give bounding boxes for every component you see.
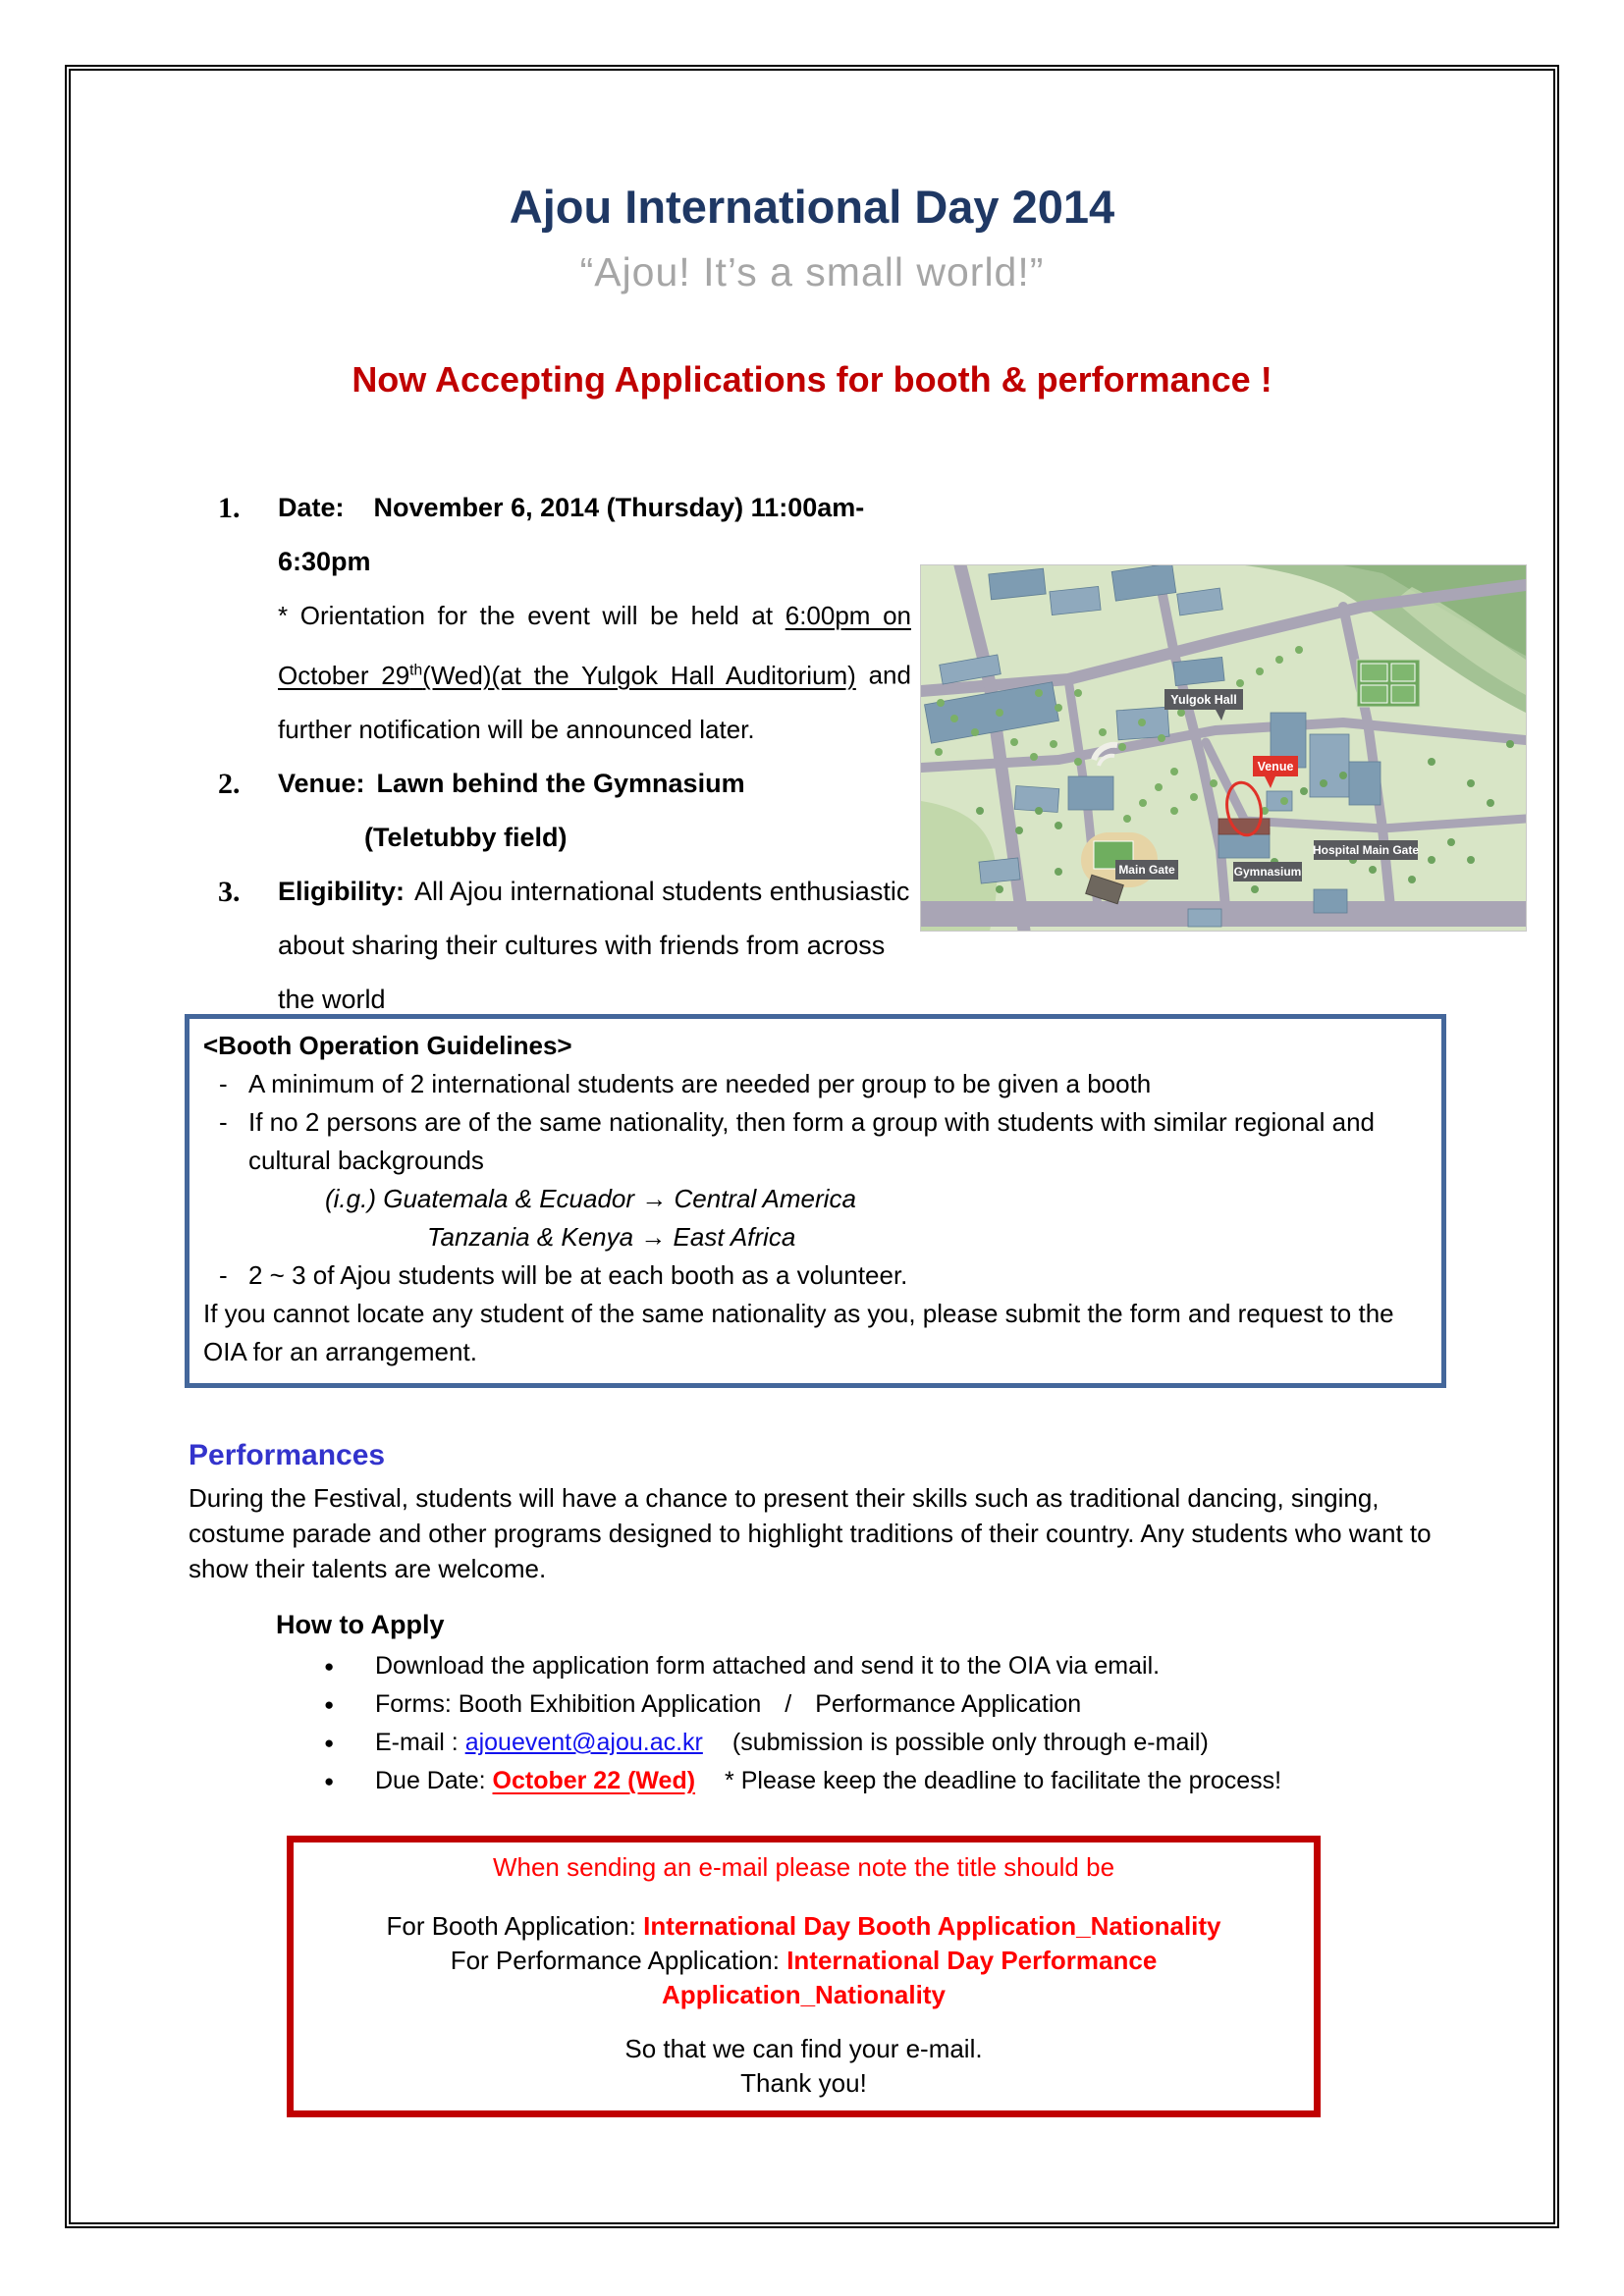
- notice-performance-line: [309, 1944, 1298, 2012]
- how-to-apply-heading: How to Apply: [276, 1610, 445, 1639]
- email-label: E-mail :: [375, 1729, 465, 1756]
- booth-application-title: International Day Booth Application_Nationality: [643, 1911, 1221, 1941]
- notice-thanks: Thank you!: [740, 2068, 867, 2098]
- map-gymnasium-building: [1218, 819, 1270, 858]
- guideline-example: Tanzania & Kenya → East Africa: [427, 1222, 796, 1252]
- dash-marker: -: [219, 1107, 228, 1137]
- guidelines-heading: <Booth Operation Guidelines>: [203, 1031, 572, 1060]
- guideline-item: - A minimum of 2 international students are needed per group to be given a booth: [203, 1065, 1424, 1103]
- orientation-prefix: * Orientation for the event will be held at: [278, 601, 785, 630]
- forms-text-2: Performance Application: [815, 1690, 1082, 1718]
- orientation-underlined: 6:00pm on October 29th(Wed)(at the Yulgok Hall Auditorium): [278, 601, 911, 690]
- guideline-example: (i.g.) Guatemala & Ecuador → Central America: [325, 1184, 856, 1213]
- venue-value: Lawn behind the Gymnasium: [376, 768, 745, 798]
- guideline-item: - If no 2 persons are of the same nationality, then form a group with students with similar regional and cultural backgrounds: [203, 1103, 1424, 1180]
- due-date-value: October 22 (Wed): [492, 1767, 696, 1794]
- email-title-notice-box: [287, 1836, 1321, 2117]
- forms-separator: /: [785, 1690, 792, 1718]
- bullet-icon: ●: [324, 1772, 335, 1790]
- venue-label: Venue:: [278, 768, 365, 798]
- list-number: 2.: [218, 767, 241, 800]
- list-number: 3.: [218, 875, 241, 908]
- map-label-gymnasium: Gymnasium: [1233, 865, 1302, 879]
- applications-banner: Now Accepting Applications for booth & performance !: [352, 359, 1272, 400]
- performances-heading: Performances: [189, 1439, 386, 1471]
- apply-item-download: ● Download the application form attached and send it to the OIA via email.: [324, 1652, 1161, 1680]
- map-label-yulgok-hall: Yulgok Hall: [1170, 693, 1237, 707]
- page-subtitle: “Ajou! It’s a small world!”: [579, 249, 1045, 294]
- campus-map-svg: [921, 565, 1526, 931]
- notice-intro: When sending an e-mail please note the title should be: [492, 1852, 1115, 1882]
- event-details-list: [218, 481, 911, 1027]
- venue-field-name: (Teletubby field): [364, 822, 568, 852]
- map-sports-courts: [1357, 660, 1420, 707]
- due-date-label: Due Date:: [375, 1767, 493, 1794]
- map-label-hospital-main-gate: Hospital Main Gate: [1312, 843, 1420, 857]
- email-note: (submission is possible only through e-mail): [731, 1729, 1209, 1756]
- map-label-venue: Venue: [1257, 760, 1294, 774]
- date-label: Date:: [278, 493, 345, 522]
- campus-map-image: [920, 564, 1527, 932]
- bullet-icon: ●: [324, 1657, 335, 1676]
- list-item-eligibility: [218, 865, 911, 1027]
- due-date-note: * Please keep the deadline to facilitate the process!: [725, 1767, 1282, 1794]
- booth-guidelines-box: [185, 1014, 1446, 1388]
- list-item-date: [218, 481, 911, 589]
- how-to-apply-list: [324, 1653, 1443, 1806]
- ordinal-superscript: th: [409, 662, 423, 678]
- dash-marker: -: [219, 1069, 228, 1098]
- performance-application-title: International Day Performance Application_Nationality: [662, 1946, 1158, 2009]
- apply-item-email: [324, 1730, 1443, 1756]
- forms-text: Forms: Booth Exhibition Application: [375, 1690, 762, 1718]
- date-value: November 6, 2014 (Thursday) 11:00am-6:30pm: [278, 493, 865, 576]
- orientation-text: [278, 589, 911, 757]
- guideline-item: - 2 ~ 3 of Ajou students will be at each booth as a volunteer.: [203, 1256, 1424, 1295]
- orientation-suffix: and further notification will be announced later.: [278, 660, 911, 744]
- map-label-main-gate: Main Gate: [1118, 863, 1175, 877]
- performances-paragraph: During the Festival, students will have a chance to present their skills such as traditional dancing, singing, costume parade and other programs designed to highlight traditions of their country. Any students who want to show their talents are welcome.: [189, 1483, 1432, 1583]
- eligibility-value: All Ajou international students enthusiastic about sharing their cultures with friends from across the world: [278, 876, 910, 1014]
- booth-application-label: For Booth Application:: [386, 1911, 644, 1941]
- venue-subnote: [218, 811, 911, 865]
- bullet-icon: ●: [324, 1695, 335, 1714]
- page-title: Ajou International Day 2014: [509, 181, 1115, 233]
- eligibility-label: Eligibility:: [278, 876, 406, 906]
- notice-closing: So that we can find your e-mail.: [624, 2034, 983, 2063]
- dash-marker: -: [219, 1260, 228, 1290]
- guidelines-footer: If you cannot locate any student of the same nationality as you, please submit the form and request to the OIA for an arrangement.: [203, 1299, 1394, 1366]
- list-item-venue: [218, 757, 911, 811]
- performance-application-label: For Performance Application:: [450, 1946, 787, 1975]
- apply-item-forms: [324, 1691, 1443, 1718]
- bullet-icon: ●: [324, 1734, 335, 1752]
- notice-booth-line: [309, 1909, 1298, 1944]
- email-link[interactable]: ajouevent@ajou.ac.kr: [464, 1729, 703, 1756]
- list-number: 1.: [218, 492, 241, 524]
- orientation-note: [218, 589, 911, 757]
- apply-item-due-date: [324, 1768, 1443, 1794]
